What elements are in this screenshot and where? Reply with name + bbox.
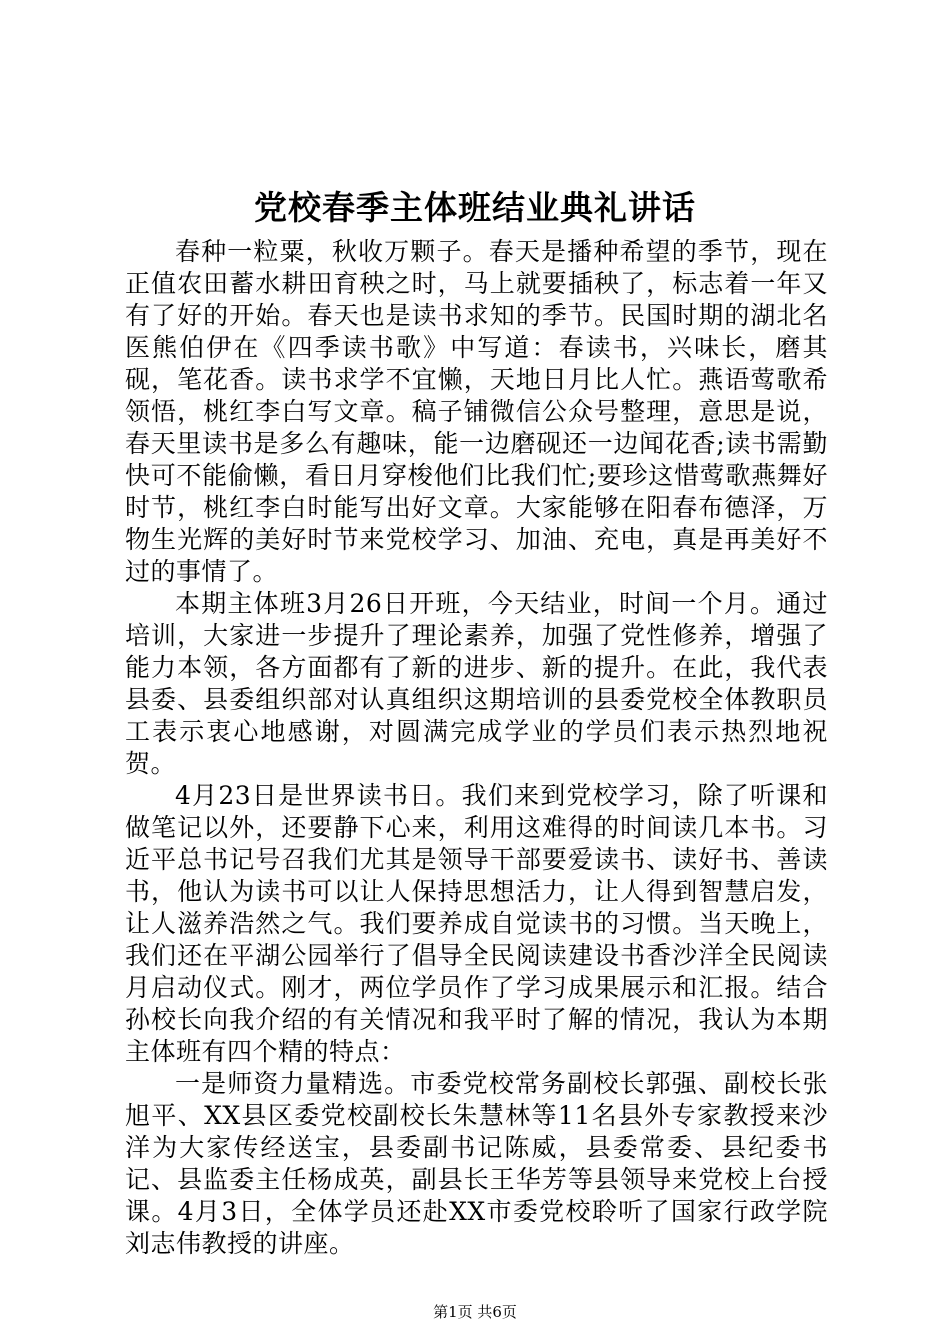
document-body	[125, 236, 828, 1260]
paragraph-1: 春种一粒粟，秋收万颗子。春天是播种希望的季节，现在正值农田蓄水耕田育秧之时，马上就要插秧了，标志着一年又有了好的开始。春天也是读书求知的季节。民国时期的湖北名医熊伯伊在《四季读书歌》中写道：春读书，兴味长，磨其砚，笔花香。读书求学不宜懒，天地日月比人忙。燕语莺歌希领悟，桃红李白写文章。稿子铺微信公众号整理，意思是说，春天里读书是多么有趣味，能一边磨砚还一边闻花香;读书需勤快可不能偷懒，看日月穿梭他们比我们忙;要珍这惜莺歌燕舞好时节，桃红李白时能写出好文章。大家能够在阳春布德泽，万物生光辉的美好时节来党校学习、加油、充电，真是再美好不过的事情了。	[125, 237, 828, 586]
document-title: 党校春季主体班结业典礼讲话	[254, 188, 696, 227]
paragraph-2: 本期主体班3月26日开班，今天结业，时间一个月。通过培训，大家进一步提升了理论素养，加强了党性修养，增强了能力本领，各方面都有了新的进步、新的提升。在此，我代表县委、县委组织部对认真组织这期培训的县委党校全体教职员工表示衷心地感谢，对圆满完成学业的学员们表示热烈地祝贺。	[125, 589, 828, 778]
paragraph-3: 4月23日是世界读书日。我们来到党校学习，除了听课和做笔记以外，还要静下心来，利用这难得的时间读几本书。习近平总书记号召我们尤其是领导干部要爱读书、读好书、善读书，他认为读书可以让人保持思想活力，让人得到智慧启发，让人滋养浩然之气。我们要养成自觉读书的习惯。当天晚上，我们还在平湖公园举行了倡导全民阅读建设书香沙洋全民阅读月启动仪式。刚才，两位学员作了学习成果展示和汇报。结合孙校长向我介绍的有关情况和我平时了解的情况，我认为本期主体班有四个精的特点：	[125, 781, 828, 1066]
page-number-footer: 第1页 共6页	[433, 1303, 517, 1321]
paragraph-4: 一是师资力量精选。市委党校常务副校长郭强、副校长张旭平、XX县区委党校副校长朱慧林等11名县外专家教授来沙洋为大家传经送宝，县委副书记陈威，县委常委、县纪委书记、县监委主任杨成英，副县长王华芳等县领导来党校上台授课。4月3日，全体学员还赴XX市委党校聆听了国家行政学院刘志伟教授的讲座。	[125, 1069, 828, 1258]
